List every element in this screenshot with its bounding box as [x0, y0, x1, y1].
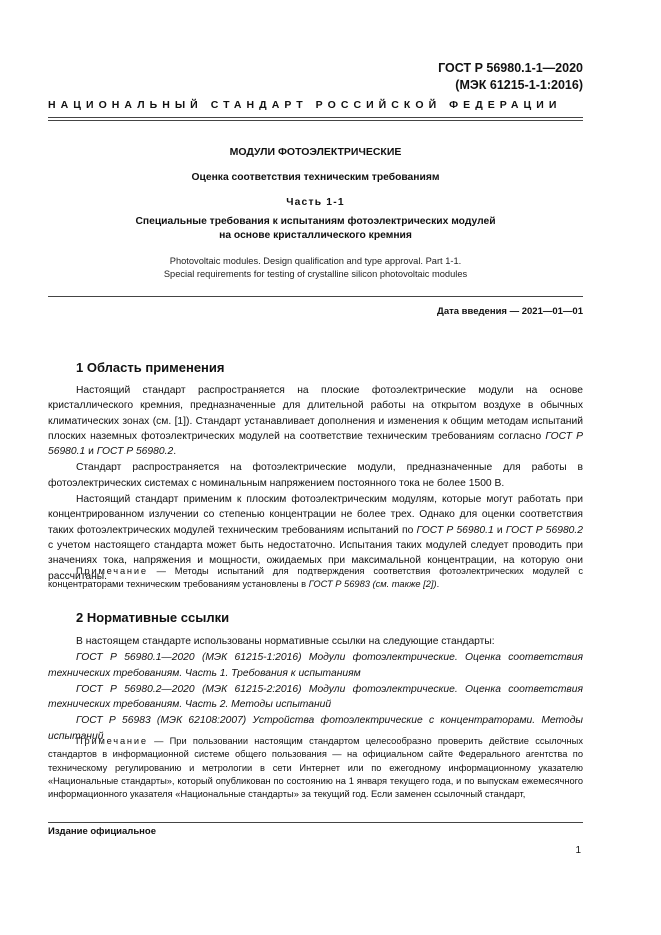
normative-reference: ГОСТ Р 56980.1—2020 (МЭК 61215-1:2016) Модули фотоэлектрические. Оценка соответствия технических требованиям. Часть 1. Требования к испытаниям	[48, 652, 583, 679]
section-1-paragraph-1: Настоящий стандарт распространяется на плоские фотоэлектрические модули на основе кристаллического кремния, предназначенные для длительной работы на открытом воздухе в обычных климатических зонах (см. [1]). Стандарт устанавливает дополнения и изменения к общим методам испытаний плоских наземных фотоэлектрических модулей на соответствие техническим требованиям согласно ГОСТ Р 56980.1 и ГОСТ Р 56980.2.	[48, 385, 583, 458]
reference-link: ГОСТ Р 56983 (см. также [2])	[308, 579, 437, 590]
section-2-intro: В настоящем стандарте использованы нормативные ссылки на следующие стандарты:	[76, 636, 495, 647]
section-2-body	[48, 634, 583, 744]
header-rule-top	[48, 117, 583, 118]
section-1-paragraph-3: Настоящий стандарт применим к плоским фотоэлектрическим модулям, которые могут работать при концентрированном излучении со степенью концентрации не более трех. Однако для оценки соответствия таких фотоэлектрических модулей техническим требованиям испытаний по ГОСТ Р 56980.1 и ГОСТ Р 56980.2 с учетом настоящего стандарта может быть недостаточно. Испытания таких модулей следует проводить при значениях тока, напряжения и мощности, ожидаемых при максимальной концентрации, на которую они рассчитаны.	[48, 494, 583, 582]
reference-link: ГОСТ Р 56980.2	[505, 524, 583, 536]
document-part: Часть 1-1	[286, 197, 345, 208]
standard-iec-number: (МЭК 61215-1-1:2016)	[455, 78, 583, 92]
normative-reference: ГОСТ Р 56983 (МЭК 62108:2007) Устройства фотоэлектрические с концентраторами. Методы испытаний	[48, 715, 583, 742]
section-2-heading: 2 Нормативные ссылки	[76, 610, 230, 625]
english-title-line-2: Special requirements for testing of crystalline silicon photovoltaic modules	[163, 269, 468, 279]
footer-rule	[48, 822, 583, 823]
note-label: Примечание	[76, 566, 148, 576]
section-1-note: Примечание — Методы испытаний для подтверждения соответствия фотоэлектрических модулей с концентраторами техническим требованиям установлены в ГОСТ Р 56983 (см. также [2]).	[48, 566, 583, 590]
header-rule-bottom	[48, 120, 583, 121]
official-edition-label: Издание официальное	[48, 826, 156, 837]
reference-link: ГОСТ Р 56980.2	[96, 446, 174, 458]
normative-reference: ГОСТ Р 56980.2—2020 (МЭК 61215-2:2016) Модули фотоэлектрические. Оценка соответствия технических требованиям. Часть 2. Методы испытаний	[48, 683, 583, 711]
document-subtitle: Оценка соответствия техническим требованиям	[191, 172, 440, 183]
english-title	[48, 255, 583, 281]
section-1-heading: 1 Область применения	[76, 360, 225, 375]
reference-link: ГОСТ Р 56980.1	[416, 524, 494, 536]
standard-designation	[438, 60, 583, 94]
section-2-note: Примечание — При пользовании настоящим стандартом целесообразно проверить действие ссылочных стандартов в информационной системе общего пользования — на официальном сайте Федерального агентства по техническому регулированию и метрологии в сети Интернет или по ежегодному информационному указателю «Национальные стандарты», который опубликован по состоянию на 1 января текущего года, и по выпускам ежемесячного информационного указателя «Национальные стандарты» за текущий год. Если заменен ссылочный стандарт,	[48, 736, 583, 800]
part-title-line-1: Специальные требования к испытаниям фотоэлектрических модулей	[135, 216, 496, 227]
section-1-paragraph-2: Стандарт распространяется на фотоэлектрические модули, предназначенные для работы в фотоэлектрических системах с номинальным напряжением постоянного тока не более 1500 В.	[48, 462, 583, 489]
reference-link: ГОСТ Р 56980.1	[48, 430, 583, 458]
introduction-date: Дата введения — 2021—01—01	[437, 306, 583, 317]
english-title-line-1: Photovoltaic modules. Design qualification and type approval. Part 1-1.	[169, 256, 462, 266]
page-number: 1	[575, 845, 581, 856]
document-part-title	[48, 215, 583, 243]
section-1-body	[48, 383, 583, 584]
standard-number: ГОСТ Р 56980.1-1—2020	[438, 61, 583, 75]
date-rule	[48, 296, 583, 297]
note-label: Примечание	[76, 736, 148, 746]
national-standard-banner: НАЦИОНАЛЬНЫЙ СТАНДАРТ РОССИЙСКОЙ ФЕДЕРАЦИИ	[48, 99, 562, 111]
document-title: МОДУЛИ ФОТОЭЛЕКТРИЧЕСКИЕ	[229, 146, 402, 158]
part-title-line-2: на основе кристаллического кремния	[219, 230, 412, 241]
